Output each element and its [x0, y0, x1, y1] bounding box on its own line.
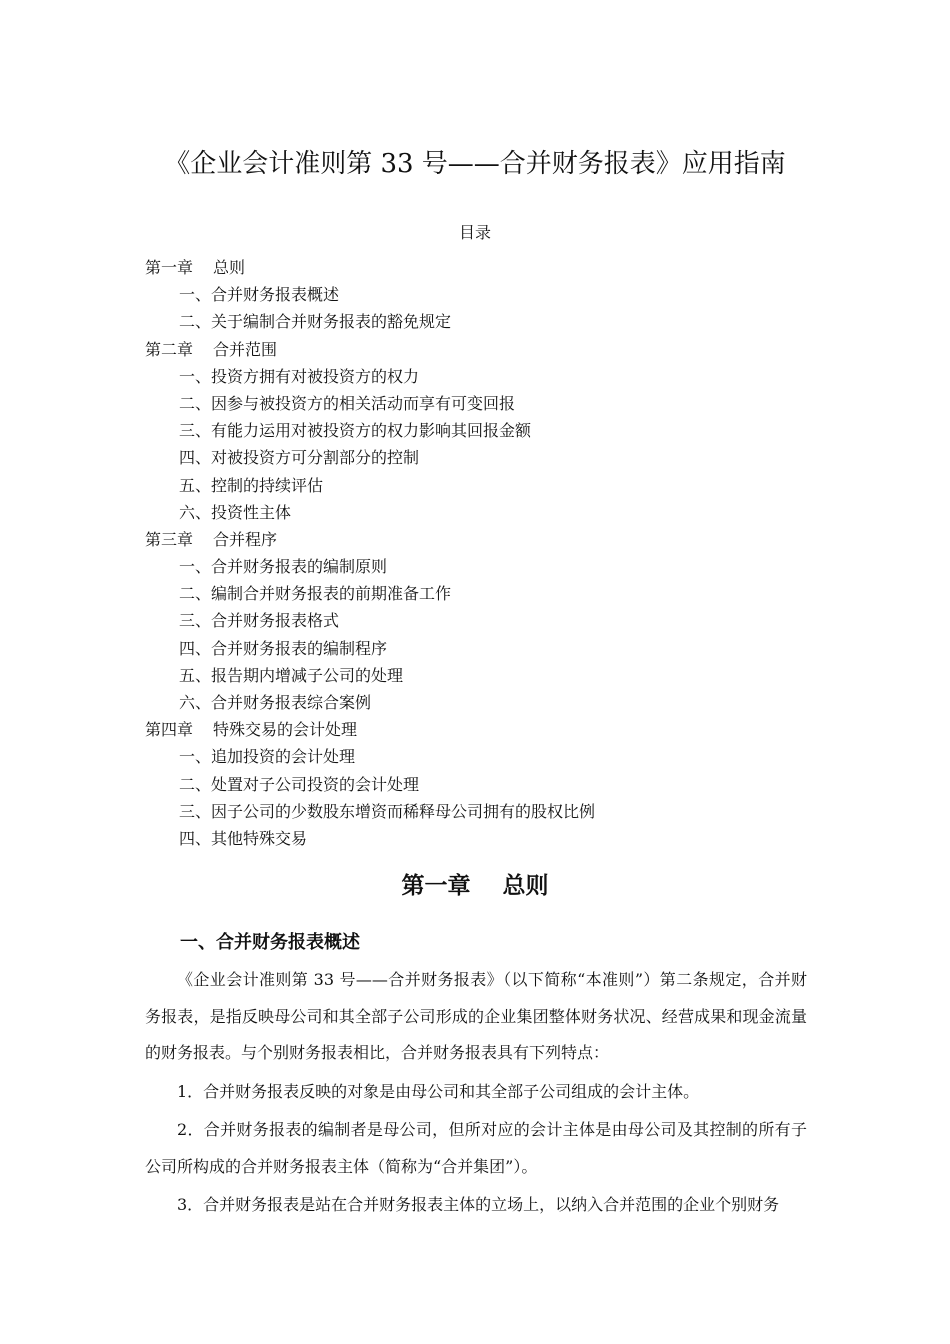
toc-section-entry[interactable]	[145, 308, 845, 335]
section-heading: 一、合并财务报表概述	[180, 932, 360, 953]
toc-entry-text: 一、合并财务报表的编制原则	[179, 557, 388, 577]
toc-entry-text: 四、对被投资方可分割部分的控制	[179, 448, 420, 468]
toc-entry-text: 三、因子公司的少数股东增资而稀释母公司拥有的股权比例	[179, 801, 596, 821]
toc-section-entry[interactable]	[145, 363, 845, 390]
toc-entry-text: 五、报告期内增减子公司的处理	[179, 665, 404, 685]
toc-section-entry[interactable]	[145, 689, 845, 716]
chapter-heading: 第一章 总则	[401, 873, 549, 899]
toc-entry-text: 特殊交易的会计处理	[213, 720, 358, 740]
table-of-contents	[145, 254, 845, 852]
toc-section-entry[interactable]	[145, 417, 845, 444]
toc-section-entry[interactable]	[145, 553, 845, 580]
paragraph-item-1: 1．合并财务报表反映的对象是由母公司和其全部子公司组成的会计主体。	[177, 1081, 700, 1101]
toc-chapter-entry[interactable]	[145, 336, 845, 363]
toc-entry-text: 二、因参与被投资方的相关活动而享有可变回报	[179, 393, 516, 413]
toc-entry-text: 五、控制的持续评估	[179, 475, 324, 495]
toc-entry-text: 三、合并财务报表格式	[179, 611, 340, 631]
toc-chapter-entry[interactable]	[145, 526, 845, 553]
toc-entry-text: 总则	[213, 258, 246, 277]
toc-section-entry[interactable]	[145, 798, 845, 825]
paragraph-item-2: 2．合并财务报表的编制者是母公司，但所对应的会计主体是由母公司及其控制的所有子公司所构成的合并财务报表主体（简称为“合并集团”）。	[145, 1120, 807, 1176]
toc-entry-text: 合并范围	[213, 339, 278, 359]
toc-entry-text: 四、其他特殊交易	[179, 828, 308, 848]
body-text	[145, 962, 807, 1224]
toc-section-entry[interactable]	[145, 444, 845, 471]
paragraph-item-3: 3．合并财务报表是站在合并财务报表主体的立场上，以纳入合并范围的企业个别财务	[177, 1195, 780, 1214]
toc-entry-text: 三、有能力运用对被投资方的权力影响其回报金额	[179, 421, 532, 441]
toc-entry-text: 六、投资性主体	[179, 502, 292, 522]
toc-section-entry[interactable]	[145, 580, 845, 607]
document-title: 《企业会计准则第 33 号——合并财务报表》应用指南	[164, 149, 786, 179]
toc-entry-text: 一、追加投资的会计处理	[179, 747, 356, 767]
toc-chapter-number: 第一章	[145, 258, 194, 277]
toc-section-entry[interactable]	[145, 825, 845, 852]
toc-entry-text: 四、合并财务报表的编制程序	[179, 638, 388, 658]
toc-chapter-number: 第三章	[145, 529, 194, 549]
paragraph-intro: 《企业会计准则第 33 号——合并财务报表》（以下简称“本准则”）第二条规定，合并财务报表，是指反映母公司和其全部子公司形成的企业集团整体财务状况、经营成果和现金流量的财务报表。与个别财务报表相比，合并财务报表具有下列特点：	[145, 970, 807, 1062]
toc-section-entry[interactable]	[145, 390, 845, 417]
toc-entry-text: 一、投资方拥有对被投资方的权力	[179, 366, 420, 386]
toc-section-entry[interactable]	[145, 499, 845, 526]
toc-entry-text: 二、编制合并财务报表的前期准备工作	[179, 584, 452, 604]
toc-entry-text: 一、合并财务报表概述	[179, 285, 340, 305]
toc-heading: 目录	[458, 223, 491, 242]
toc-section-entry[interactable]	[145, 771, 845, 798]
toc-chapter-entry[interactable]	[145, 716, 845, 743]
toc-entry-text: 二、处置对子公司投资的会计处理	[179, 774, 420, 794]
toc-section-entry[interactable]	[145, 662, 845, 689]
toc-entry-text: 六、合并财务报表综合案例	[179, 693, 372, 712]
toc-chapter-number: 第四章	[145, 720, 194, 740]
toc-chapter-entry[interactable]	[145, 254, 845, 281]
toc-section-entry[interactable]	[145, 635, 845, 662]
toc-entry-text: 合并程序	[213, 529, 278, 549]
toc-section-entry[interactable]	[145, 743, 845, 770]
toc-section-entry[interactable]	[145, 472, 845, 499]
toc-section-entry[interactable]	[145, 281, 845, 308]
toc-section-entry[interactable]	[145, 607, 845, 634]
toc-entry-text: 二、关于编制合并财务报表的豁免规定	[179, 312, 452, 332]
toc-chapter-number: 第二章	[145, 339, 194, 359]
